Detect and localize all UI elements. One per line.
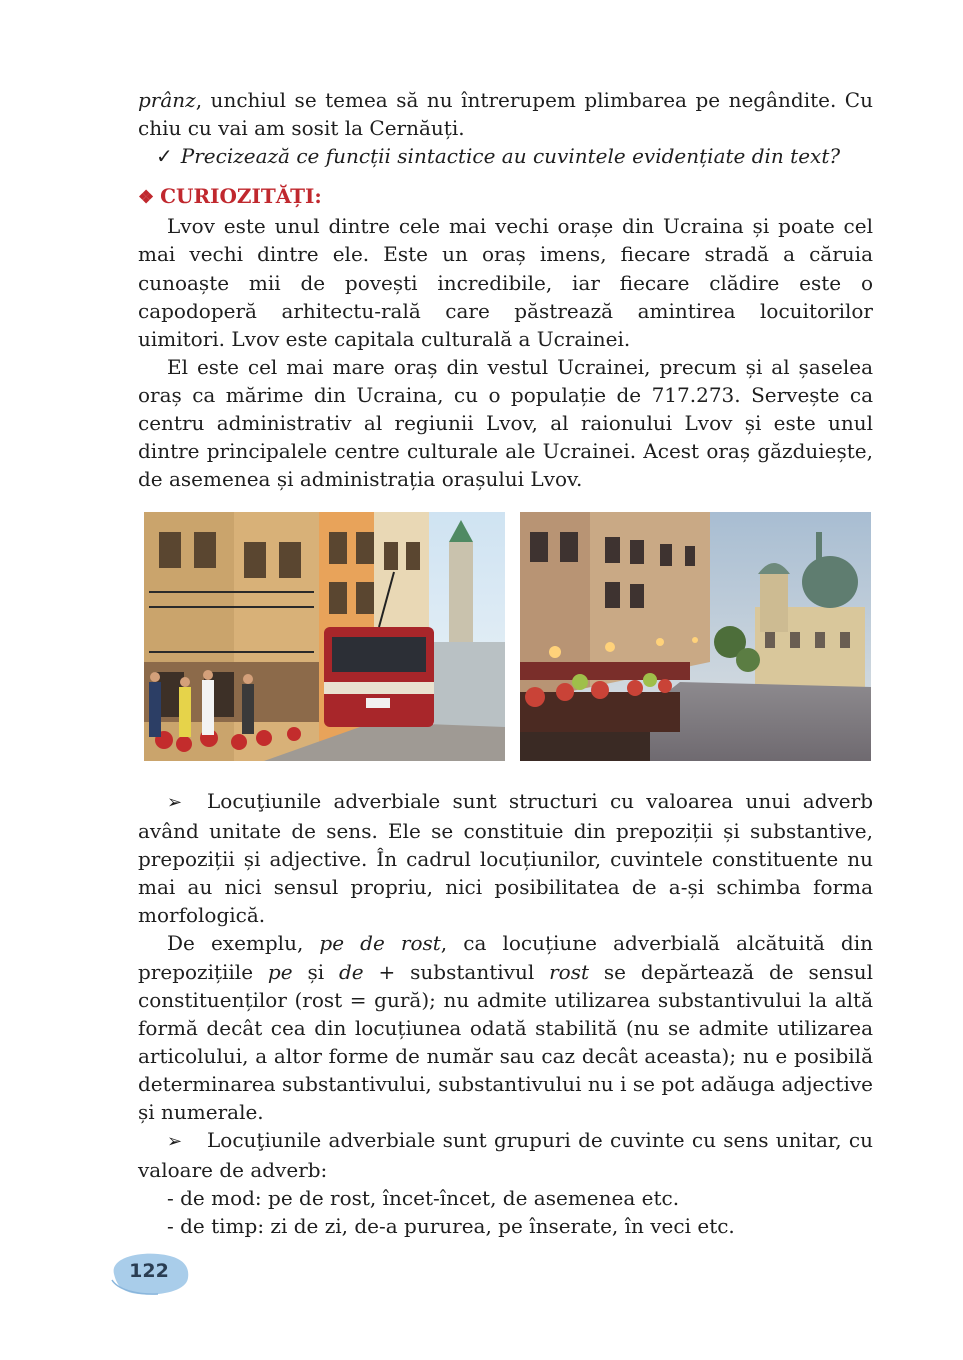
- lviv-tram-street-photo: [144, 512, 505, 761]
- task-line: [138, 142, 873, 170]
- intro-lead-italic: prânz: [138, 88, 196, 112]
- intro-block: [138, 86, 873, 493]
- lesson-paragraph-2: [138, 929, 873, 1126]
- curiozitati-heading-text: CURIOZITĂȚI:: [160, 184, 322, 209]
- p2-part: De exemplu,: [167, 931, 320, 956]
- p2-italic-pe: pe: [267, 959, 293, 984]
- lesson-paragraph-3-text: Locuţiunile adverbiale sunt grupuri de cuvinte cu sens unitar, cu valoare de adverb:: [138, 1128, 873, 1183]
- curiozitati-paragraph-1: Lvov este unul dintre cele mai vechi orașe din Ucraina și poate cel mai vechi dintre ele. Este un oraș imens, fiecare stradă a căruia cunoaște mii de povești incredibile, iar fiecare clădire este o capodoperă arhitectu-rală care păstrează amintirea locuitorilor uimitori. Lvov este capitala culturală a Ucrainei.: [138, 214, 873, 351]
- lesson-paragraph-1: [138, 787, 873, 929]
- task-text: Precizează ce funcții sintactice au cuvintele evidențiate din text?: [180, 144, 841, 169]
- p2-part: se depărtează de sensul constituenților (rost = gură); nu admite utilizarea substantivului la altă formă decât cea din locuțiunea odată stabilită (nu se admite utilizarea articolului, a altor forme de număr sau caz decât aceasta); nu e posibilă determinarea substantivului, substantivului nu i se pot adăuga adjective și numerale.: [138, 959, 873, 1125]
- list-item-timp: - de timp: zi de zi, de-a pururea, pe înserate, în veci etc.: [167, 1214, 735, 1239]
- p2-part: + substantivul: [363, 959, 550, 984]
- lviv-square-dusk-photo: [520, 512, 871, 761]
- p2-italic-de: de: [339, 959, 364, 984]
- checkmark-icon: ✓: [156, 144, 173, 169]
- arrow-bullet-icon: ➢: [167, 1131, 183, 1153]
- lesson-paragraph-3: [138, 1126, 873, 1184]
- p2-part: și: [292, 959, 339, 984]
- lesson-block: [138, 787, 873, 1241]
- curiozitati-heading: [138, 182, 873, 212]
- arrow-bullet-icon: ➢: [167, 792, 183, 813]
- p2-part: , ca locuțiune adverbială alcătuită din prepozițiile: [138, 931, 873, 984]
- list-item-mod: - de mod: pe de rost, încet-încet, de asemenea etc.: [167, 1186, 680, 1211]
- page-number: 122: [129, 1260, 169, 1282]
- diamond-flower-icon: ❖: [138, 187, 155, 209]
- curiozitati-paragraph-2: El este cel mai mare oraș din vestul Ucrainei, precum și al șaselea oraș ca mărime din Ucraina, cu o populație de 717.273. Servește ca centru administrativ al regiunii Lvov, al raionului Lvov și este unul dintre principalele centre culturale ale Ucrainei. Acest oraș găzduiește, de asemenea și administrația orașului Lvov.: [138, 354, 873, 492]
- p2-italic-rost: rost: [549, 959, 590, 984]
- page-number-badge: [108, 1250, 190, 1296]
- lesson-paragraph-1-text: Locuţiunile adverbiale sunt structuri cu valoarea unui adverb având unitate de sens. Ele se constituie din prepoziții și substantive, prepoziții și adjective. În cadrul locuțiunilor, cuvintele constituente nu mai au nici sensul propriu, nici posibilitatea de a-și schimba forma morfologică.: [138, 789, 873, 928]
- intro-paragraph: [138, 86, 873, 142]
- p2-italic-pe-de-rost: pe de rost: [319, 931, 441, 956]
- intro-lead-rest: , unchiul se temea să nu întrerupem plimbarea pe negândite. Cu chiu cu vai am sosit la Cernăuți.: [138, 88, 873, 141]
